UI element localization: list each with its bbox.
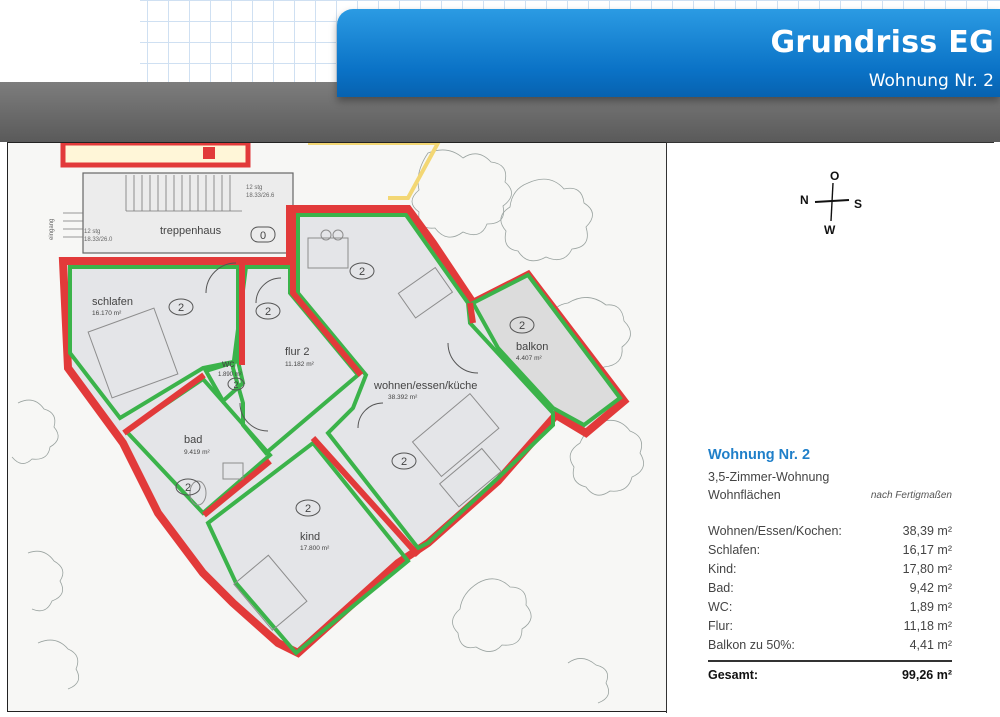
area-label: Schlafen: (708, 543, 761, 557)
stair-steps-top-ratio: 18.33/26.6 (246, 193, 275, 199)
stair-steps-left: 12 stg (84, 229, 101, 235)
stair-steps-top: 12 stg (246, 185, 263, 191)
room-area-kind: 17.800 m² (300, 545, 330, 552)
area-row (708, 619, 952, 638)
compass-south-label: S (854, 197, 863, 211)
stair-label: treppenhaus (160, 225, 222, 237)
apartment-title: Wohnung Nr. 2 (708, 447, 811, 463)
area-row (708, 524, 952, 543)
room-label-schlafen: schlafen (92, 296, 133, 308)
area-value: 38,39 m² (902, 524, 952, 538)
area-label: Bad: (708, 581, 734, 595)
compass-west-label: W (824, 223, 836, 237)
room-label-flur: flur 2 (285, 346, 310, 358)
total-label: Gesamt: (708, 668, 759, 682)
area-value: 4,41 m² (909, 638, 952, 652)
area-label: Flur: (708, 619, 733, 633)
stair-number: 0 (259, 230, 267, 242)
compass-north-label: N (800, 193, 809, 207)
area-label: WC: (708, 600, 733, 614)
room-area-flur: 11.182 m² (285, 361, 314, 368)
area-table (708, 524, 952, 687)
area-value: 1,89 m² (909, 600, 952, 614)
svg-text:2: 2 (358, 266, 366, 278)
svg-text:2: 2 (184, 482, 192, 494)
area-label: Wohnen/Essen/Kochen: (708, 524, 842, 538)
room-area-wohnen: 38.392 m² (388, 394, 418, 401)
room-label-wc: wc (222, 359, 235, 370)
floor-plan-drawing (8, 143, 667, 711)
page-title: Grundriss EG (770, 25, 994, 60)
total-divider (708, 660, 952, 662)
info-panel (666, 142, 994, 713)
area-value: 16,17 m² (902, 543, 952, 557)
svg-text:2: 2 (233, 380, 239, 390)
entrance-label: eingang (49, 218, 55, 240)
area-row (708, 600, 952, 619)
area-label: Kind: (708, 562, 737, 576)
measurement-note: nach Fertigmaßen (870, 490, 952, 501)
compass-rose (797, 169, 867, 239)
room-area-bad: 9.419 m² (184, 449, 210, 456)
room-label-bad: bad (184, 434, 203, 446)
area-value: 11,18 m² (903, 619, 952, 633)
stair-steps-left-ratio: 18.33/26.0 (84, 237, 113, 243)
room-area-schlafen: 16.170 m² (92, 310, 122, 317)
area-row (708, 562, 952, 581)
svg-text:2: 2 (518, 320, 526, 332)
floor-plan (7, 142, 668, 712)
header-banner (337, 9, 1000, 97)
apartment-type: 3,5-Zimmer-Wohnung (708, 470, 830, 484)
area-value: 17,80 m² (902, 562, 952, 576)
total-row (708, 668, 952, 687)
svg-text:2: 2 (177, 302, 185, 314)
room-area-wc: 1.890 m² (218, 372, 242, 378)
svg-text:2: 2 (264, 306, 272, 318)
area-row (708, 638, 952, 657)
stair-hall (49, 173, 293, 253)
room-label-balkon: balkon (516, 341, 549, 353)
svg-text:2: 2 (400, 456, 408, 468)
compass-east-label: O (830, 169, 840, 183)
total-value: 99,26 m² (901, 668, 952, 682)
area-row (708, 543, 952, 562)
page-subtitle: Wohnung Nr. 2 (868, 71, 994, 91)
room-label-kind: kind (300, 531, 321, 543)
top-left-blank (0, 0, 140, 82)
area-value: 9,42 m² (909, 581, 952, 595)
room-label-wohnen: wohnen/essen/küche (374, 380, 478, 392)
living-areas-heading: Wohnflächen (708, 488, 781, 502)
area-row (708, 581, 952, 600)
room-area-balkon: 4.407 m² (516, 355, 542, 362)
svg-text:2: 2 (304, 503, 312, 515)
area-label: Balkon zu 50%: (708, 638, 795, 652)
